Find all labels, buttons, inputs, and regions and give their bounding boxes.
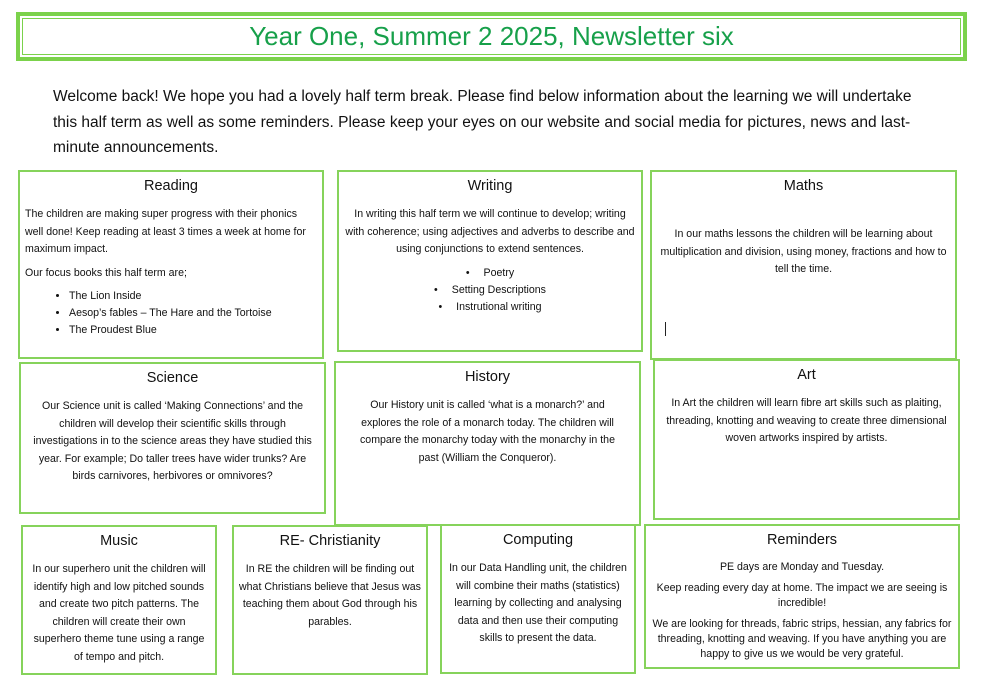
intro-text: Welcome back! We hope you had a lovely half term break. Please find below information about the learning we will undertake this half term as well as some reminders. Please keep your eyes on our website and social media for pictures, news and last-minute announcements. [53,88,912,156]
page-title: Year One, Summer 2 2025, Newsletter six [249,21,734,51]
computing-paragraph: In our Data Handling unit, the children will combine their maths (statistics) learning by collecting and analysing data and then use their computing skills to present the data. [449,562,627,645]
computing-box [440,524,636,674]
art-heading: Art [797,367,816,383]
music-heading: Music [100,533,138,549]
text-cursor [665,322,666,336]
music-paragraph: In our superhero unit the children will identify high and low pitched sounds and create two pitch patterns. The children will create their own superhero theme tune using a range of tempo and pitch. [32,563,206,663]
reading-book-list [25,288,317,339]
reminders-box [644,524,960,669]
history-heading: History [464,369,511,385]
re-heading: RE- Christianity [279,533,381,549]
reminders-paragraph-3: We are looking for threads, fabric strips, hessian, any fabrics for threading, knotting and weaving. If you have anything you are happy to give us we would be very grateful. [652,618,952,660]
science-paragraph: Our Science unit is called ‘Making Connections’ and the children will develop their scientific skills through investigations in to the science areas they have studied this year. For example; Do taller trees have wider trunks? Are birds carnivores, herbivores or omnivores? [33,400,312,483]
art-box [653,359,960,520]
reminders-paragraph-1: PE days are Monday and Tuesday. [719,561,885,573]
maths-box [650,170,957,360]
reading-heading: Reading [143,178,198,194]
reminders-paragraph-2: Keep reading every day at home. The impact we are seeing is incredible! [656,582,948,609]
list-item: • The Proudest Blue [69,322,317,339]
art-paragraph: In Art the children will learn fibre art skills such as plaiting, threading, knotting and weaving to create three dimensional woven artworks inspired by artists. [666,397,947,445]
writing-box [337,170,643,352]
music-box [21,525,217,675]
maths-paragraph: In our maths lessons the children will be learning about multiplication and division, using money, fractions and how to tell the time. [660,228,947,276]
list-item: • Aesop’s fables – The Hare and the Tortoise [69,305,317,322]
science-box [19,362,326,514]
reminders-heading: Reminders [766,532,838,548]
list-item: • The Lion Inside [69,288,317,305]
list-item: • Setting Descriptions [344,282,636,299]
title-box [16,12,967,61]
reading-paragraph-1: The children are making super progress with their phonics well done! Keep reading at least 3 times a week at home for maximum impact. [25,208,306,256]
reading-box [18,170,324,359]
writing-heading: Writing [467,178,513,194]
science-heading: Science [146,370,199,386]
list-item: • Instrutional writing [344,299,636,316]
list-item: • Poetry [344,265,636,282]
maths-heading: Maths [783,178,824,194]
writing-paragraph: In writing this half term we will continue to develop; writing with coherence; using adjectives and adverbs to describe and using conjunctions to extend sentences. [345,208,635,256]
reading-paragraph-2: Our focus books this half term are; [25,266,187,279]
computing-heading: Computing [502,532,574,548]
history-paragraph: Our History unit is called ‘what is a monarch?’ and explores the role of a monarch today. The children will compare the monarchy today with the monarchy in the past (William the Conqueror). [360,399,615,464]
re-paragraph: In RE the children will be finding out what Christians believe that Jesus was teaching them about God through his parables. [239,563,421,628]
history-box [334,361,641,526]
writing-list [344,265,636,316]
re-box [232,525,428,675]
